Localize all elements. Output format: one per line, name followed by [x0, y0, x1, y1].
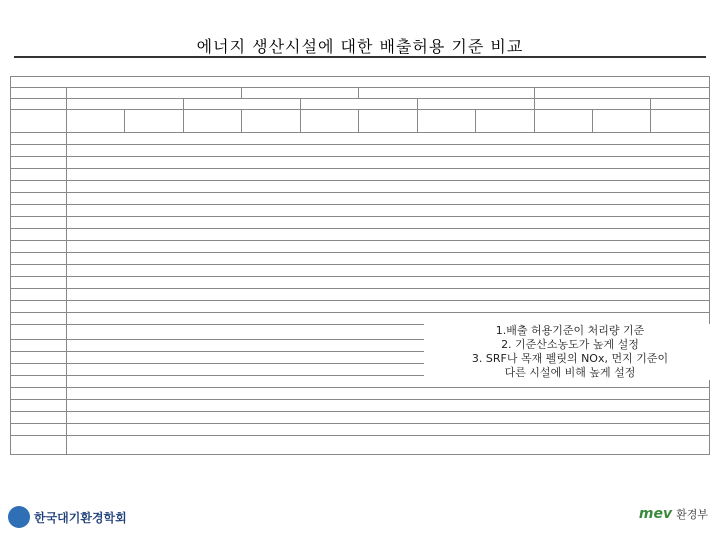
- note-line-1: 1.배출 허용기준이 처리량 기준: [495, 324, 645, 337]
- comparison-table-region: [10, 76, 710, 455]
- comparison-table: [10, 76, 710, 455]
- left-logo: [8, 506, 127, 528]
- title-underline: [14, 56, 706, 58]
- note-line-4: 다른 시설에 비해 높게 설정: [504, 366, 636, 379]
- right-logo: [639, 506, 708, 522]
- right-org-name: 환경부: [676, 508, 708, 521]
- ministry-mark: mev: [638, 506, 673, 522]
- note-line-3: 3. SRF나 목재 펠릿의 NOx, 먼지 기준이: [471, 352, 669, 365]
- society-emblem-icon: [8, 506, 30, 528]
- callout-note: [424, 324, 716, 380]
- note-line-2: 2. 기준산소농도가 높게 설정: [501, 338, 639, 351]
- left-org-name: 한국대기환경학회: [34, 510, 127, 525]
- page-title: 에너지 생산시설에 대한 배출허용 기준 비교: [196, 37, 524, 56]
